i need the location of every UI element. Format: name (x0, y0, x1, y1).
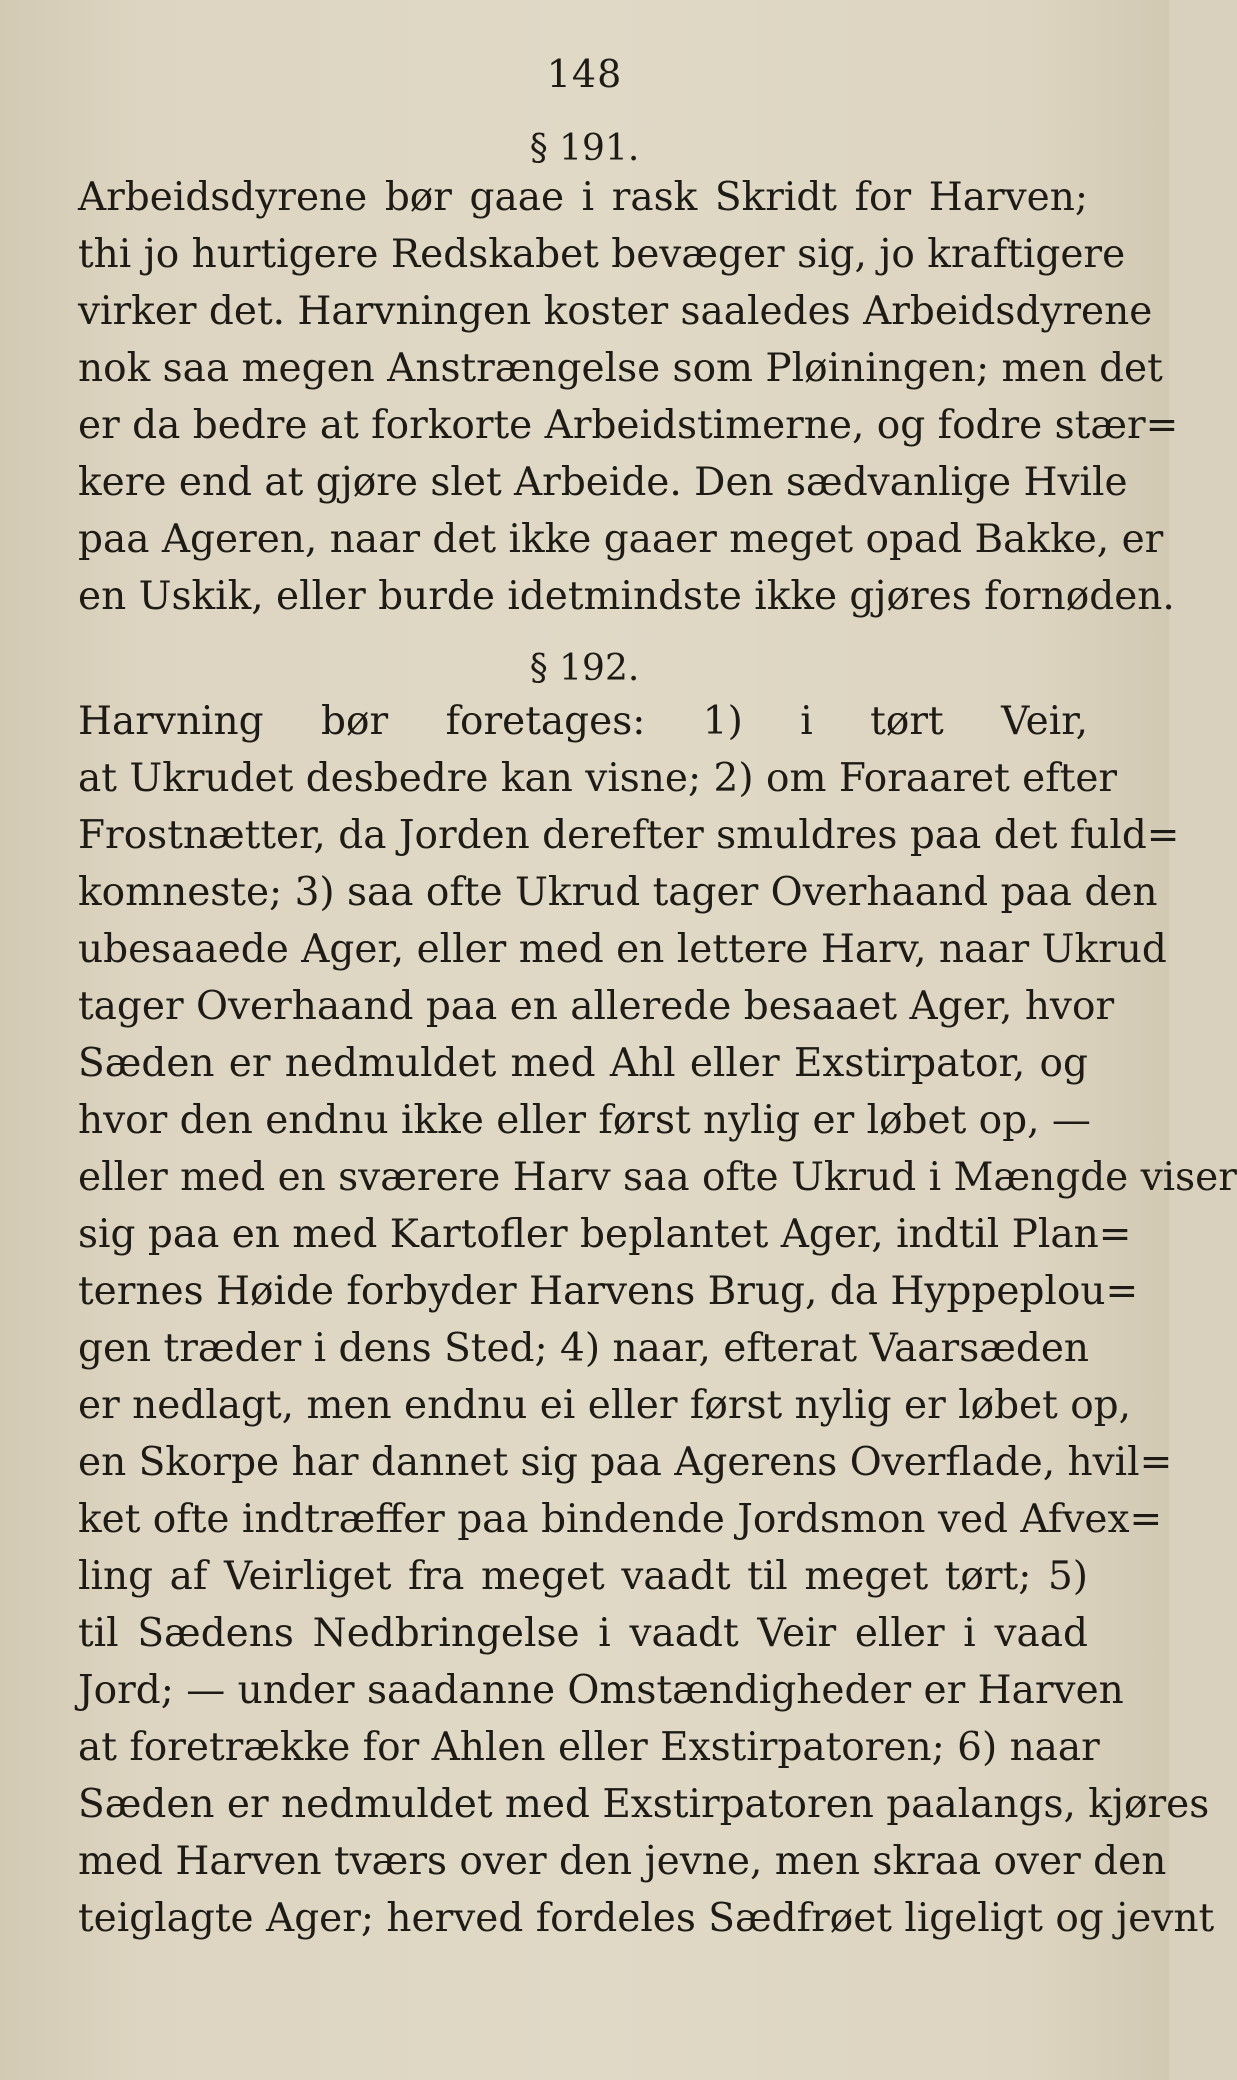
text-line: Sæden er nedmuldet med Exstirpatoren paalangs, kjøres (78, 1782, 1210, 1827)
text-line: at Ukrudet desbedre kan visne; 2) om Foraaret efter (78, 756, 1118, 801)
text-line: virker det. Harvningen koster saaledes Arbeidsdyrene (78, 289, 1153, 334)
text-line: en Skorpe har dannet sig paa Agerens Overflade, hvil= (78, 1440, 1173, 1485)
text-line: en Uskik, eller burde idetmindste ikke gjøres fornøden. (78, 574, 1175, 619)
text-line: kere end at gjøre slet Arbeide. Den sædvanlige Hvile (78, 460, 1128, 505)
text-line: tager Overhaand paa en allerede besaaet Ager, hvor (78, 984, 1115, 1029)
text-line: komneste; 3) saa ofte Ukrud tager Overhaand paa den (78, 870, 1158, 915)
section-heading-191: § 191. (529, 128, 640, 169)
text-line: ket ofte indtræffer paa bindende Jordsmon ved Afvex= (78, 1497, 1163, 1542)
text-line: er nedlagt, men endnu ei eller først nylig er løbet op, (78, 1383, 1132, 1428)
text-line: ubesaaede Ager, eller med en lettere Harv, naar Ukrud (78, 927, 1167, 972)
text-line: Arbeidsdyrene bør gaae i rask Skridt for Harven; (78, 175, 1088, 220)
text-line: med Harven tværs over den jevne, men skraa over den (78, 1839, 1167, 1884)
text-line: sig paa en med Kartofler beplantet Ager, indtil Plan= (78, 1212, 1132, 1257)
text-line: paa Ageren, naar det ikke gaaer meget opad Bakke, er (78, 517, 1164, 562)
text-line: gen træder i dens Sted; 4) naar, efterat Vaarsæden (78, 1326, 1090, 1371)
text-line: Jord; — under saadanne Omstændigheder er Harven (78, 1668, 1124, 1713)
page-number: 148 (546, 52, 623, 96)
text-line: thi jo hurtigere Redskabet bevæger sig, jo kraftigere (78, 232, 1126, 277)
text-line: Sæden er nedmuldet med Ahl eller Exstirpator, og (78, 1041, 1088, 1086)
text-line: teiglagte Ager; herved fordeles Sædfrøet ligeligt og jevnt (78, 1896, 1215, 1941)
text-line: hvor den endnu ikke eller først nylig er løbet op, — (78, 1098, 1091, 1143)
text-line: Harvning bør foretages: 1) i tørt Veir, (78, 699, 1088, 744)
text-line: ternes Høide forbyder Harvens Brug, da Hyppeplou= (78, 1269, 1139, 1314)
text-line: Frostnætter, da Jorden derefter smuldres paa det fuld= (78, 813, 1180, 858)
text-line: at foretrække for Ahlen eller Exstirpatoren; 6) naar (78, 1725, 1100, 1770)
text-line: ling af Veirliget fra meget vaadt til meget tørt; 5) (78, 1554, 1088, 1599)
text-line: til Sædens Nedbringelse i vaadt Veir eller i vaad (78, 1611, 1088, 1656)
text-line: er da bedre at forkorte Arbeidstimerne, og fodre stær= (78, 403, 1179, 448)
section-heading-192: § 192. (529, 648, 640, 689)
text-line: nok saa megen Anstrængelse som Pløiningen; men det (78, 346, 1163, 391)
text-line: eller med en sværere Harv saa ofte Ukrud i Mængde viser (78, 1155, 1237, 1200)
